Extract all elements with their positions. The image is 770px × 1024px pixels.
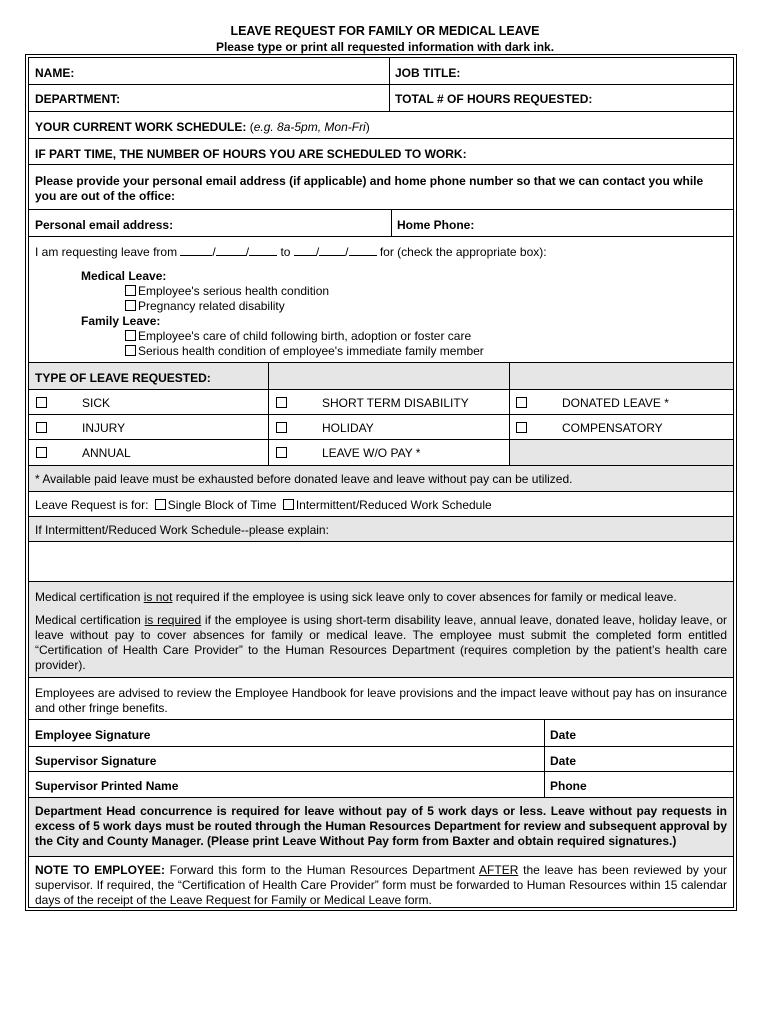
note-to-employee-section — [29, 857, 733, 907]
employee-signature-row — [29, 720, 733, 747]
certification-section — [29, 582, 733, 678]
checkbox[interactable] — [36, 422, 47, 433]
supervisor-signature-row — [29, 747, 733, 772]
to-month-blank[interactable] — [294, 245, 316, 256]
cert-required: Medical certification is required if the employee is using short-term disability leave, annual leave, donated leave, holiday leave, or leave without pay to cover absences for family or medical leave. The employee must submit the completed form entitled “Certification of Health Care Provider” to the Human Resources Department (requires completion by the patient’s health care provider). — [35, 613, 728, 672]
job-title-field[interactable]: JOB TITLE: — [395, 66, 461, 80]
note-to-employee: NOTE TO EMPLOYEE: Forward this form to the Human Resources Department AFTER the leave has been reviewed by your supervisor. If required, the “Certification of Health Care Provider” form must be forwarded to Human Resources within 15 calendar days of the receipt of the Leave Request for Family or Medical Leave form. — [35, 863, 727, 907]
family-option-2[interactable]: Serious health condition of employee's immediate family member — [125, 344, 484, 359]
empty-gray-cell — [510, 440, 733, 465]
schedule-example: e.g. 8a-5pm, Mon-Fri — [253, 120, 366, 134]
checkbox[interactable] — [516, 397, 527, 408]
supervisor-signature-field[interactable]: Supervisor Signature — [35, 754, 157, 768]
form-subtitle: Please type or print all requested information with dark ink. — [215, 40, 555, 54]
request-for-line — [35, 498, 492, 513]
contact-row — [29, 210, 733, 237]
leave-short-term-disability[interactable]: SHORT TERM DISABILITY — [276, 396, 469, 411]
home-phone-field[interactable]: Home Phone: — [397, 218, 475, 232]
family-leave-label: Family Leave: — [81, 314, 161, 328]
checkbox[interactable] — [36, 397, 47, 408]
explain-label-row — [29, 517, 733, 542]
request-for-label: Leave Request is for: — [35, 498, 149, 512]
email-field[interactable]: Personal email address: — [35, 218, 174, 232]
checkbox[interactable] — [516, 422, 527, 433]
supervisor-phone-field[interactable]: Phone — [550, 779, 587, 793]
checkbox[interactable] — [36, 447, 47, 458]
check-label: for (check the appropriate box): — [379, 245, 547, 259]
checkbox[interactable] — [276, 447, 287, 458]
exhaust-note-row — [29, 466, 733, 492]
explain-label: If Intermittent/Reduced Work Schedule--please explain: — [35, 523, 329, 537]
leave-type-row — [29, 440, 733, 466]
leave-form — [25, 54, 737, 911]
checkbox[interactable] — [125, 285, 136, 296]
medical-option-1[interactable]: Employee's serious health condition — [125, 284, 329, 299]
total-hours-field[interactable]: TOTAL # OF HOURS REQUESTED: — [395, 92, 593, 106]
part-time-label: IF PART TIME, THE NUMBER OF HOURS YOU ARE SCHEDULED TO WORK: — [35, 147, 467, 161]
to-day-blank[interactable] — [319, 245, 345, 256]
handbook-row — [29, 678, 733, 720]
leave-dates-section — [29, 237, 733, 363]
checkbox[interactable] — [276, 422, 287, 433]
supervisor-name-row — [29, 772, 733, 798]
form-title: LEAVE REQUEST FOR FAMILY OR MEDICAL LEAVE — [230, 24, 540, 38]
to-label: to — [280, 245, 291, 259]
from-label: I am requesting leave from — [35, 245, 178, 259]
leave-type-row — [29, 415, 733, 440]
request-for-row — [29, 492, 733, 517]
contact-instructions-row — [29, 165, 733, 210]
intermittent-checkbox[interactable] — [283, 499, 294, 510]
medical-option-2[interactable]: Pregnancy related disability — [125, 299, 285, 314]
checkbox[interactable] — [276, 397, 287, 408]
medical-leave-label: Medical Leave: — [81, 269, 167, 283]
from-month-blank[interactable] — [180, 245, 212, 256]
leave-dates-line: I am requesting leave from / / to / / for (check the appropriate box): — [35, 245, 547, 259]
supervisor-date-field[interactable]: Date — [550, 754, 577, 768]
leave-donated[interactable]: DONATED LEAVE * — [516, 396, 669, 411]
checkbox[interactable] — [125, 330, 136, 341]
department-field[interactable]: DEPARTMENT: — [35, 92, 121, 106]
name-row — [29, 58, 733, 85]
part-time-row[interactable] — [29, 139, 733, 165]
employee-signature-field[interactable]: Employee Signature — [35, 728, 151, 742]
checkbox[interactable] — [125, 345, 136, 356]
employee-date-field[interactable]: Date — [550, 728, 577, 742]
cert-not-required: Medical certification is not required if the employee is using sick leave only to cover absences for family or medical leave. — [35, 590, 677, 604]
leave-compensatory[interactable]: COMPENSATORY — [516, 421, 663, 436]
single-block-checkbox[interactable] — [155, 499, 166, 510]
form-body — [28, 57, 734, 908]
leave-type-header: TYPE OF LEAVE REQUESTED: — [35, 371, 211, 385]
leave-type-row — [29, 390, 733, 415]
leave-type-header-row — [29, 363, 733, 390]
leave-annual[interactable]: ANNUAL — [36, 446, 131, 461]
checkbox[interactable] — [125, 300, 136, 311]
family-option-1[interactable]: Employee's care of child following birth, adoption or foster care — [125, 329, 471, 344]
leave-without-pay[interactable]: LEAVE W/O PAY * — [276, 446, 420, 461]
schedule-row[interactable]: YOUR CURRENT WORK SCHEDULE: (e.g. 8a-5pm, Mon-Fri) — [29, 112, 733, 139]
single-block-label: Single Block of Time — [167, 498, 277, 512]
leave-holiday[interactable]: HOLIDAY — [276, 421, 374, 436]
name-field[interactable]: NAME: — [35, 66, 75, 80]
supervisor-name-field[interactable]: Supervisor Printed Name — [35, 779, 179, 793]
department-row — [29, 85, 733, 112]
exhaust-note: * Available paid leave must be exhausted before donated leave and leave without pay can be utilized. — [35, 472, 573, 486]
leave-injury[interactable]: INJURY — [36, 421, 125, 436]
dept-head-section — [29, 798, 733, 857]
leave-sick[interactable]: SICK — [36, 396, 110, 411]
dept-head-note: Department Head concurrence is required for leave without pay of 5 work days or less. Leave without pay requests in excess of 5 work days must be routed through the Human Resources Department for review and subsequent approval by the City and County Manager. (Please print Leave Without Pay form from Baxter and obtain required signatures.) — [35, 804, 727, 848]
intermittent-label: Intermittent/Reduced Work Schedule — [295, 498, 492, 512]
explain-input[interactable] — [29, 542, 733, 582]
handbook-note: Employees are advised to review the Employee Handbook for leave provisions and the impact leave without pay has on insurance and other fringe benefits. — [35, 686, 727, 715]
to-year-blank[interactable] — [349, 245, 377, 256]
contact-instructions: Please provide your personal email address (if applicable) and home phone number so that we can contact you while you are out of the office: — [35, 174, 704, 203]
from-day-blank[interactable] — [216, 245, 246, 256]
schedule-label: YOUR CURRENT WORK SCHEDULE: — [35, 120, 247, 134]
from-year-blank[interactable] — [249, 245, 277, 256]
